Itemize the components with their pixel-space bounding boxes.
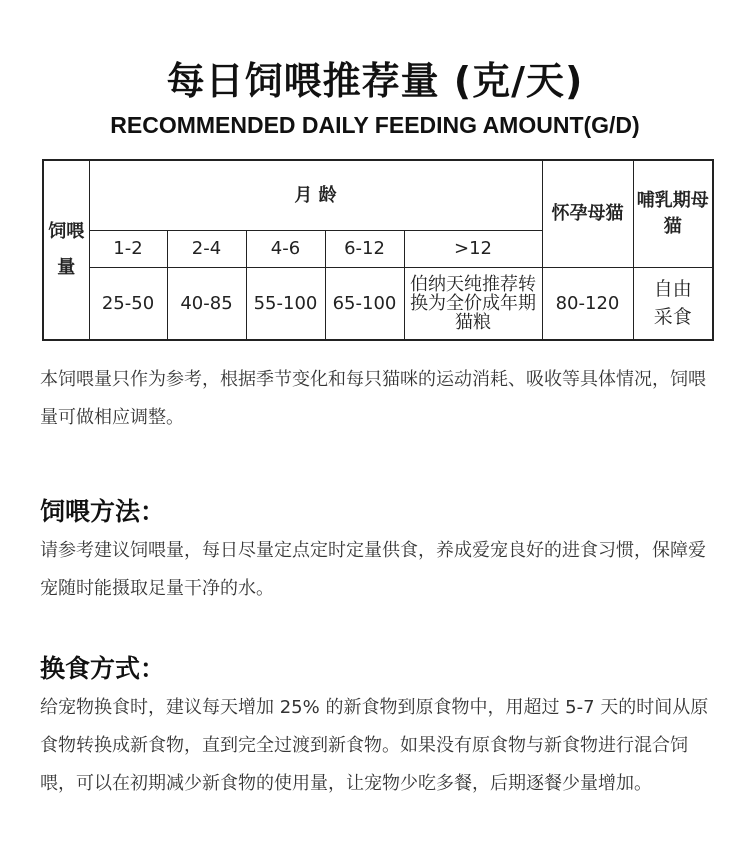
feeding-amount-header: 饲喂量	[43, 160, 89, 340]
food-change-heading: 换食方式：	[40, 654, 166, 683]
pregnant-cat-header: 怀孕母猫	[542, 160, 633, 267]
feeding-method-text: 请参考建议饲喂量，每日尽量定点定时定量供食，养成爱宠良好的进食习惯，保障爱宠随时能摄取足量干净的水。	[40, 540, 706, 599]
amount-cell: 55-100	[246, 267, 325, 340]
page-title: 每日饲喂推荐量 (克/天)	[166, 59, 584, 103]
nursing-amount-cell: 自由采食	[633, 267, 713, 340]
nursing-cat-header: 哺乳期母猫	[633, 160, 713, 267]
age-header: 月 龄	[89, 160, 542, 231]
amount-cell: 25-50	[89, 267, 167, 340]
amount-cell: 40-85	[167, 267, 246, 340]
pregnant-amount-cell: 80-120	[542, 267, 633, 340]
page-subtitle: RECOMMENDED DAILY FEEDING AMOUNT(G/D)	[110, 112, 640, 138]
age-group-cell: 2-4	[167, 231, 246, 267]
adult-note-cell: 伯纳天纯推荐转换为全价成年期猫粮	[404, 267, 542, 340]
feeding-table	[42, 159, 714, 341]
age-group-cell: 1-2	[89, 231, 167, 267]
feeding-method-heading: 饲喂方法：	[40, 497, 166, 526]
food-change-text: 给宠物换食时，建议每天增加 25% 的新食物到原食物中，用超过 5-7 天的时间从原食物转换成新食物，直到完全过渡到新食物。如果没有原食物与新食物进行混合饲喂，可以在初期减少新食物的使用量，让宠物少吃多餐，后期逐餐少量增加。	[40, 697, 709, 794]
age-group-cell: 4-6	[246, 231, 325, 267]
amount-cell: 65-100	[325, 267, 404, 340]
age-group-cell: 6-12	[325, 231, 404, 267]
feeding-note: 本饲喂量只作为参考，根据季节变化和每只猫咪的运动消耗、吸收等具体情况，饲喂量可做相应调整。	[40, 369, 706, 428]
age-group-cell: >12	[404, 231, 542, 267]
